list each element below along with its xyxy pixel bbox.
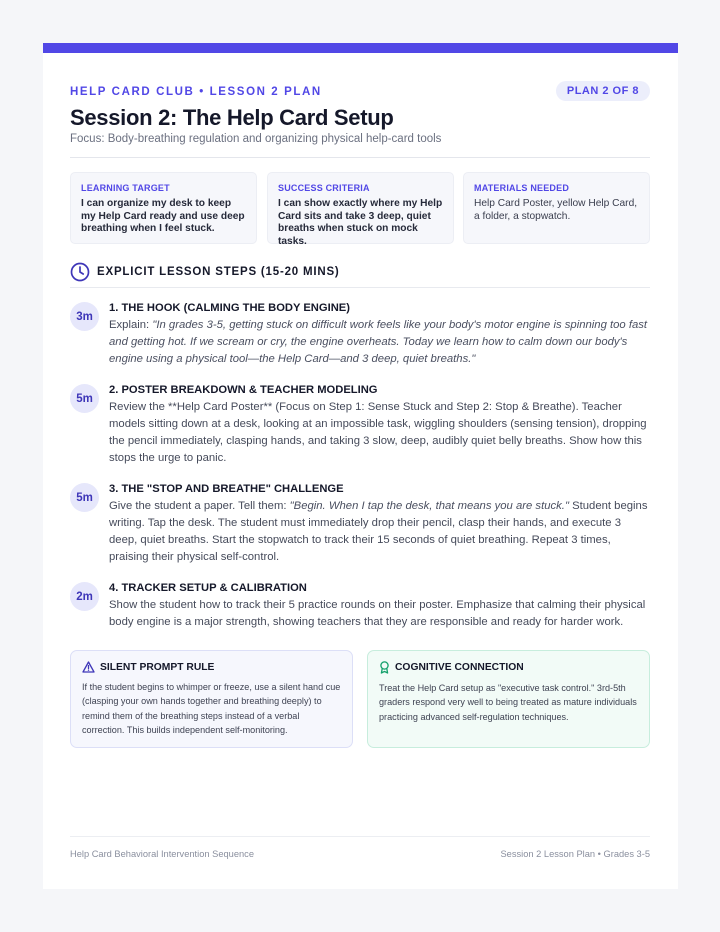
eyebrow-label: HELP CARD CLUB • LESSON 2 PLAN xyxy=(70,86,322,98)
card-success-criteria xyxy=(267,172,454,247)
award-icon xyxy=(379,661,390,674)
lesson-plan-page xyxy=(43,43,678,889)
plan-badge: PLAN 2 OF 8 xyxy=(556,81,650,101)
page-title: Session 2: The Help Card Setup xyxy=(70,105,394,130)
step-quote: "Begin. When I tap the desk, that means you are stuck." xyxy=(289,500,569,512)
card-materials-needed xyxy=(463,172,650,244)
clock-icon xyxy=(70,262,90,282)
footer-right: Session 2 Lesson Plan • Grades 3-5 xyxy=(500,849,650,859)
duration-badge: 2m xyxy=(70,582,99,611)
card-text: I can show exactly where my Help Card sits and take 3 deep, quiet breaths when stuck on mock tasks. xyxy=(278,198,443,247)
divider xyxy=(70,287,650,288)
step-heading: 4. TRACKER SETUP & CALIBRATION xyxy=(109,582,307,594)
footer-divider xyxy=(70,836,650,837)
callout-silent-prompt xyxy=(70,650,353,748)
divider xyxy=(70,157,650,158)
accent-bar xyxy=(43,43,678,53)
callout-title: SILENT PROMPT RULE xyxy=(100,661,215,673)
step-quote: "In grades 3-5, getting stuck on difficult work feels like your body's motor engine is spinning too fast and getting hot. If we scream or cry, the engine overheats. Today we learn how to calm down our body's engine using a physical tool—the Help Card—and 3 deep, quiet breaths." xyxy=(109,319,648,365)
warning-icon xyxy=(82,661,95,673)
step-tail: Student begins writing. Tap the desk. The student must immediately drop their pencil, clasp their hands, and execute 3 deep, quiet breaths. Start the stopwatch to track their 15 seconds of quiet breathing. Repeat 3 times, praising their physical self-control. xyxy=(109,500,648,563)
step-heading: 1. THE HOOK (CALMING THE BODY ENGINE) xyxy=(109,302,350,314)
step-text xyxy=(109,597,651,631)
step-lead: Give the student a paper. Tell them: xyxy=(109,500,290,512)
step-lead: Review the **Help Card Poster** (Focus on Step 1: Sense Stuck and Step 2: Stop & Breathe). Teacher models sitting down at a desk, looking at an impossible task, wiggling shoulders (sensing tension), dropping the pencil immediately, clasping hands, and taking 3 slow, deep, audibly quiet belly breaths. Show how this stops the urge to panic. xyxy=(109,401,647,464)
callout-text: Treat the Help Card setup as "executive task control." 3rd-5th graders respond very well to being treated as mature individuals practicing advanced self-regulation techniques. xyxy=(379,683,637,722)
summary-cards xyxy=(70,172,651,247)
callout-cognitive-connection xyxy=(367,650,650,748)
steps-section-header xyxy=(70,262,651,284)
card-label: LEARNING TARGET xyxy=(81,183,170,193)
card-label: SUCCESS CRITERIA xyxy=(278,183,370,193)
duration-badge: 3m xyxy=(70,302,99,331)
section-title: EXPLICIT LESSON STEPS (15-20 MINS) xyxy=(97,266,340,278)
step-lead: Explain: xyxy=(109,319,153,331)
step-text xyxy=(109,317,651,368)
step-text xyxy=(109,498,651,566)
card-label: MATERIALS NEEDED xyxy=(474,183,570,193)
callout-title: COGNITIVE CONNECTION xyxy=(395,662,524,673)
step-heading: 3. THE "STOP AND BREATHE" CHALLENGE xyxy=(109,483,344,495)
step-text xyxy=(109,399,651,467)
footer-left: Help Card Behavioral Intervention Sequence xyxy=(70,849,254,859)
card-text: I can organize my desk to keep my Help Card ready and use deep breathing when I feel stuck. xyxy=(81,198,245,234)
step-lead: Show the student how to track their 5 practice rounds on their poster. Emphasize that calming their physical body engine is a major strength, showing teachers that they are responsible and ready for harder work. xyxy=(109,599,646,628)
callout-text: If the student begins to whimper or freeze, use a silent hand cue (clasping your own hands together and breathing deeply) to remind them of the breathing steps instead of a verbal correction. This builds independent self-monitoring. xyxy=(82,682,341,736)
focus-subtitle: Focus: Body-breathing regulation and organizing physical help-card tools xyxy=(70,133,442,145)
duration-badge: 5m xyxy=(70,483,99,512)
step-heading: 2. POSTER BREAKDOWN & TEACHER MODELING xyxy=(109,384,378,396)
card-text: Help Card Poster, yellow Help Card, a folder, a stopwatch. xyxy=(474,198,638,222)
duration-badge: 5m xyxy=(70,384,99,413)
card-learning-target xyxy=(70,172,257,244)
